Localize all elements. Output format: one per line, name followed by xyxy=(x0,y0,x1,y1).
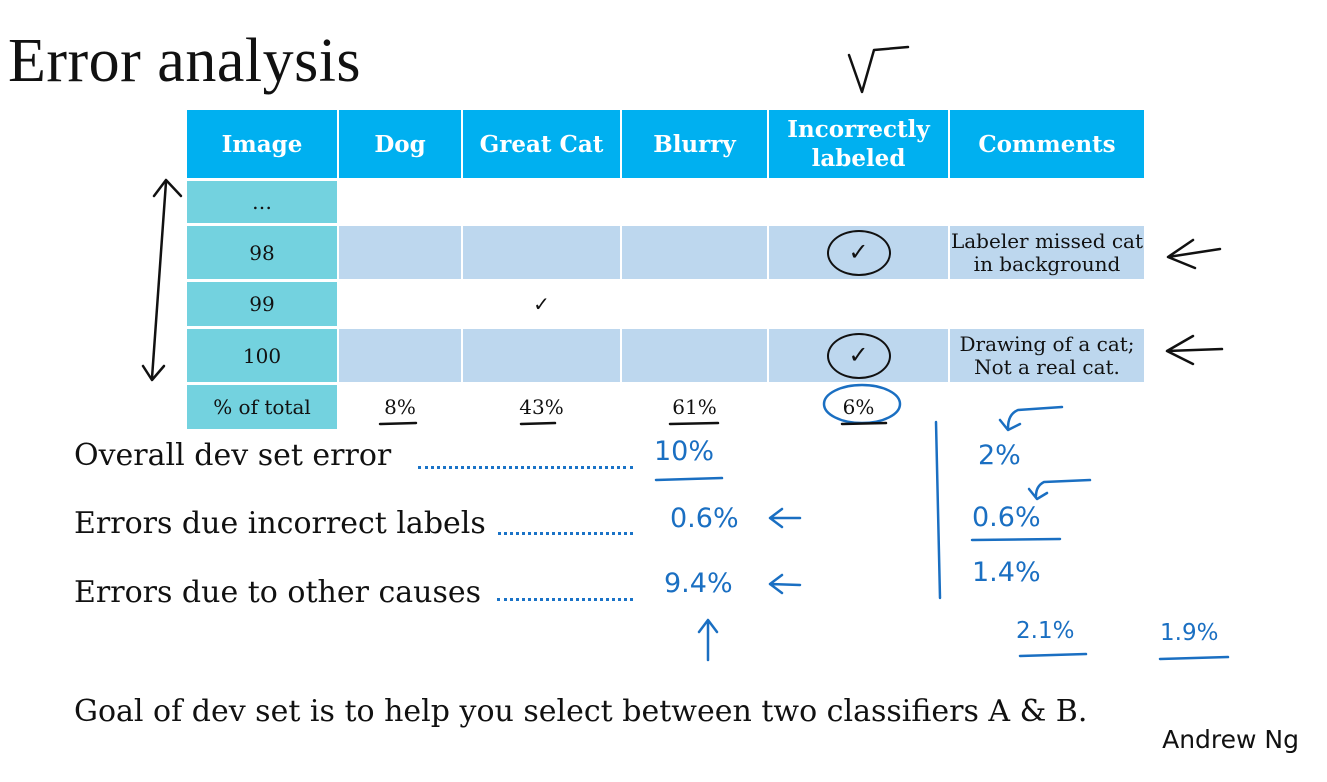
vertical-arrow xyxy=(152,182,166,378)
header-great-cat: Great Cat xyxy=(462,110,621,180)
handwritten-overall-error-2: 2% xyxy=(978,440,1021,471)
handwritten-other-error-2: 1.4% xyxy=(972,557,1041,588)
header-image: Image xyxy=(187,110,338,180)
great-cat-total: 43% xyxy=(462,384,621,431)
handwritten-incorrect-error: 0.6% xyxy=(670,503,739,534)
check-annotation-mark xyxy=(849,47,908,92)
handwritten-note-a: 2.1% xyxy=(1016,618,1075,644)
great-cat-cell: ✓ xyxy=(462,281,621,328)
left-arrow-icon xyxy=(1168,240,1220,268)
goal-statement: Goal of dev set is to help you select between two classifiers A & B. xyxy=(74,694,1088,729)
header-dog: Dog xyxy=(338,110,462,180)
handwritten-overall-error: 10% xyxy=(654,436,715,467)
slide-title: Error analysis xyxy=(8,27,362,95)
header-comments: Comments xyxy=(949,110,1145,180)
image-id-cell: … xyxy=(187,180,338,225)
header-incorrectly-labeled: Incorrectly labeled xyxy=(768,110,949,180)
left-arrow-icon xyxy=(770,509,800,527)
handwritten-note-b: 1.9% xyxy=(1160,620,1219,646)
comment-cell: Drawing of a cat; Not a real cat. xyxy=(949,328,1145,384)
header-blurry: Blurry xyxy=(621,110,768,180)
handwritten-incorrect-error-2: 0.6% xyxy=(972,502,1041,533)
handwritten-other-error: 9.4% xyxy=(664,568,733,599)
vertical-divider xyxy=(936,422,940,598)
total-label: % of total xyxy=(187,384,338,431)
incorrect-total: 6% xyxy=(768,384,949,431)
image-id-cell: 100 xyxy=(187,328,338,384)
comment-cell: Labeler missed cat in background xyxy=(949,225,1145,281)
other-causes-label: Errors due to other causes xyxy=(74,575,482,610)
circled-check-mark: ✓ xyxy=(827,333,891,379)
circle-annotation xyxy=(824,385,900,423)
image-id-cell: 98 xyxy=(187,225,338,281)
blurry-total: 61% xyxy=(621,384,768,431)
up-arrow-icon xyxy=(699,620,717,660)
left-arrow-icon xyxy=(1167,336,1222,364)
incorrect-labels-label: Errors due incorrect labels xyxy=(74,506,486,541)
image-id-cell: 99 xyxy=(187,281,338,328)
dog-total: 8% xyxy=(338,384,462,431)
overall-error-label: Overall dev set error xyxy=(74,438,392,473)
author-credit: Andrew Ng xyxy=(1162,725,1299,754)
circled-check-mark: ✓ xyxy=(827,230,891,276)
left-arrow-icon xyxy=(770,575,800,593)
